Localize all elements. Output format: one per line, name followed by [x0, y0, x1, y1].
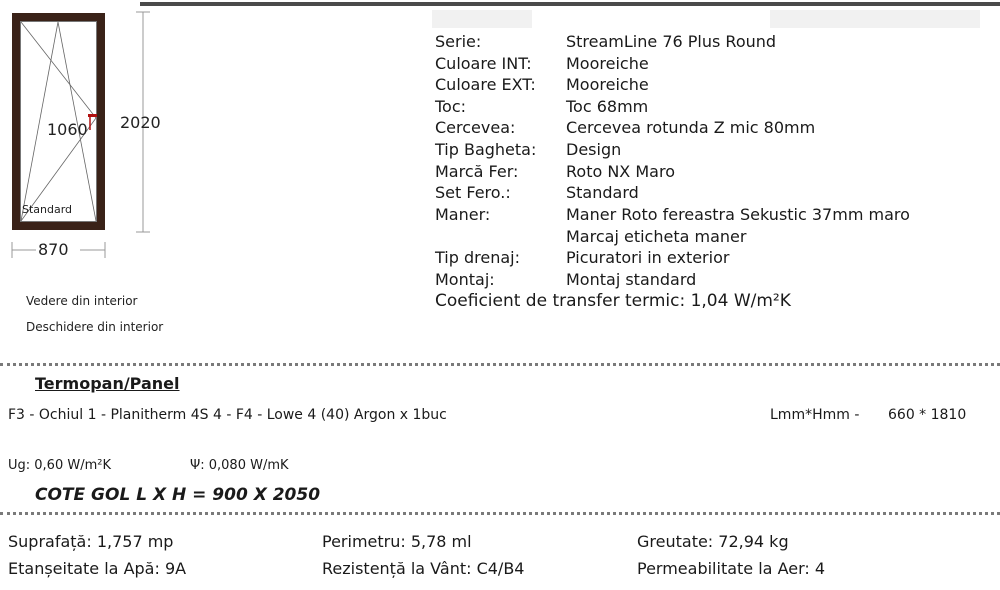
hardware-label: Standard: [22, 203, 73, 216]
spec-value: Marcaj eticheta maner: [566, 227, 747, 246]
spec-value: Maner Roto fereastra Sekustic 37mm maro: [566, 205, 910, 224]
spec-value: Montaj standard: [566, 270, 697, 289]
spec-label: Cercevea:: [435, 118, 516, 137]
dotted-divider: [0, 363, 1000, 366]
spec-value: Mooreiche: [566, 75, 649, 94]
spec-value: Roto NX Maro: [566, 162, 675, 181]
faded-header-text-right: [770, 10, 980, 28]
view-label: Vedere din interior: [26, 294, 138, 308]
dotted-divider: [0, 512, 1000, 515]
water-tightness: Etanșeitate la Apă: 9A: [8, 559, 187, 578]
psi-value: Ψ: 0,080 W/mK: [190, 458, 289, 473]
header-rule: [140, 2, 1000, 6]
spec-label: Montaj:: [435, 270, 495, 289]
spec-value: Standard: [566, 183, 639, 202]
panel-title: Termopan/Panel: [35, 374, 180, 393]
opening-label: Deschidere din interior: [26, 320, 164, 334]
spec-value: Picuratori in exterior: [566, 248, 730, 267]
lmm-label: Lmm*Hmm -: [770, 407, 860, 423]
surface-value: Suprafață: 1,757 mp: [8, 532, 174, 551]
weight-value: Greutate: 72,94 kg: [637, 532, 789, 551]
spec-value: Toc 68mm: [566, 97, 649, 116]
ug-value: Ug: 0,60 W/m²K: [8, 458, 111, 473]
sash-dimension: 1060: [47, 120, 88, 139]
spec-value: Mooreiche: [566, 54, 649, 73]
spec-value: Design: [566, 140, 622, 159]
tilt-line-1: [21, 22, 96, 118]
air-permeability: Permeabilitate la Aer: 4: [637, 559, 826, 578]
faded-header-text: [432, 10, 532, 28]
spec-label: Toc:: [435, 97, 467, 116]
cote-gol: COTE GOL L X H = 900 X 2050: [35, 485, 321, 505]
wind-resistance: Rezistență la Vânt: C4/B4: [322, 559, 525, 578]
glass-description: F3 - Ochiul 1 - Planitherm 4S 4 - F4 - Lowe 4 (40) Argon x 1buc: [8, 407, 447, 423]
width-dimension: 870: [38, 240, 69, 259]
spec-value: Cercevea rotunda Z mic 80mm: [566, 118, 816, 137]
lmm-value: 660 * 1810: [888, 407, 967, 423]
spec-label: Set Fero.:: [435, 183, 511, 202]
thermal-coefficient: Coeficient de transfer termic: 1,04 W/m²K: [435, 291, 791, 311]
spec-label: Marcă Fer:: [435, 162, 519, 181]
window-lines: [0, 0, 180, 270]
spec-label: Tip drenaj:: [435, 248, 520, 267]
spec-label: Culoare EXT:: [435, 75, 536, 94]
perimeter-value: Perimetru: 5,78 ml: [322, 532, 472, 551]
height-dimension: 2020: [120, 113, 161, 132]
spec-label: Tip Bagheta:: [435, 140, 537, 159]
spec-value: StreamLine 76 Plus Round: [566, 32, 777, 51]
handle-icon: [88, 114, 97, 117]
spec-label: Culoare INT:: [435, 54, 532, 73]
spec-label: Serie:: [435, 32, 482, 51]
spec-label: Maner:: [435, 205, 491, 224]
